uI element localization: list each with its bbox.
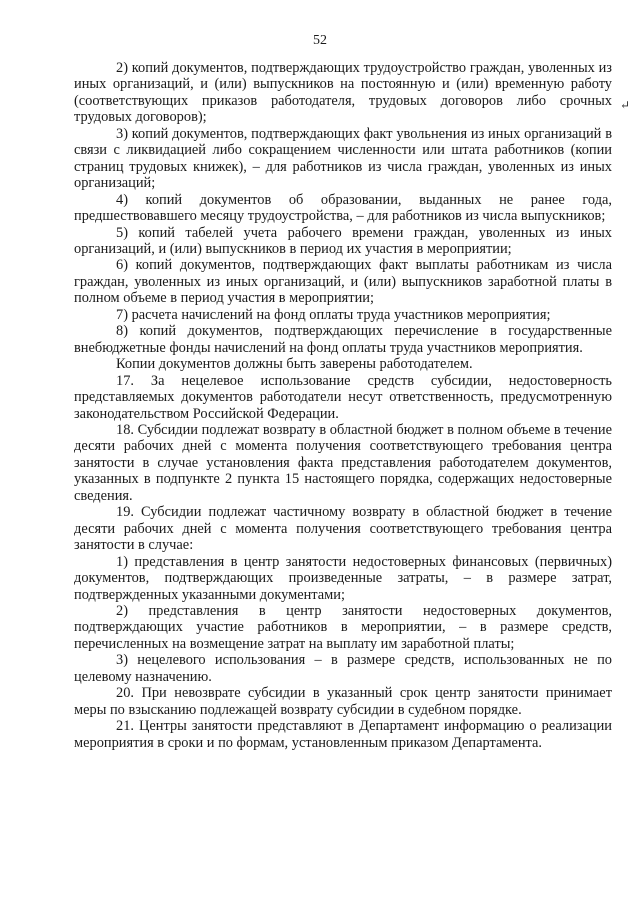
paragraph-clause-21: 21. Центры занятости представляют в Департамент информацию о реализации мероприятия в сроки и по формам, установленным приказом Департамента. xyxy=(74,718,612,751)
paragraph-clause-19-item-2: 2) представления в центр занятости недостоверных документов, подтверждающих участие работников в мероприятии, – в размере средств, перечисленных на возмещение затрат на выплату им заработной платы; xyxy=(74,602,612,652)
paragraph-item-5: 5) копий табелей учета рабочего времени граждан, уволенных из иных организаций, и (или) выпускников в период их участия в мероприятии; xyxy=(74,224,612,257)
page-number: 52 xyxy=(313,33,327,48)
paragraph-clause-19-item-1: 1) представления в центр занятости недостоверных финансовых (первичных) документов, подтверждающих произведенные затраты, – в размере затрат, подтвержденных указанными документами; xyxy=(74,553,612,603)
paragraph-clause-18: 18. Субсидии подлежат возврату в областной бюджет в полном объеме в течение десяти рабочих дней с момента получения соответствующего требования центра занятости в случае установления факта представления работодателем документов, указанных в подпункте 2 пункта 15 настоящего порядка, содержащих недостоверные сведения. xyxy=(74,421,612,504)
paragraph-clause-19: 19. Субсидии подлежат частичному возврату в областной бюджет в течение десяти рабочих дней с момента получения соответствующего требования центра занятости в случае: xyxy=(74,504,612,554)
document-body xyxy=(74,60,612,751)
paragraph-item-8: 8) копий документов, подтверждающих перечисление в государственные внебюджетные фонды начислений на фонд оплаты труда участников мероприятия. xyxy=(74,323,612,356)
paragraph-clause-19-item-3: 3) нецелевого использования – в размере средств, использованных не по целевому назначению. xyxy=(74,652,612,685)
paragraph-item-4: 4) копий документов об образовании, выданных не ранее года, предшествовавшего месяцу трудоустройства, – для работников из числа выпускников; xyxy=(74,191,612,225)
paragraph-item-6: 6) копий документов, подтверждающих факт выплаты работникам из числа граждан, уволенных из иных организаций, и (или) выпускников заработной платы в полном объеме в период участия в мероприятии; xyxy=(74,257,612,307)
paragraph-certification: Копии документов должны быть заверены работодателем. xyxy=(116,356,473,373)
paragraph-item-2: 2) копий документов, подтверждающих трудоустройство граждан, уволенных из иных организаций, и (или) выпускников на постоянную и (или) временную работу (соответствующих приказов работодателя, трудовых договоров либо срочных трудовых договоров); xyxy=(74,60,612,126)
paragraph-clause-17: 17. За нецелевое использование средств субсидии, недостоверность представляемых документов работодатели несут ответственность, предусмотренную законодательством Российской Федерации. xyxy=(74,372,612,422)
paragraph-item-7: 7) расчета начислений на фонд оплаты труда участников мероприятия; xyxy=(116,306,551,323)
margin-mark: ↵ xyxy=(620,98,631,112)
paragraph-clause-20: 20. При невозврате субсидии в указанный срок центр занятости принимает меры по взысканию подлежащей возврату субсидии в судебном порядке. xyxy=(74,685,612,718)
paragraph-item-3: 3) копий документов, подтверждающих факт увольнения из иных организаций в связи с ликвидацией либо сокращением численности или штата работников (копии страниц трудовых книжек), – для работников из числа граждан, уволенных из иных организаций; xyxy=(74,125,612,192)
